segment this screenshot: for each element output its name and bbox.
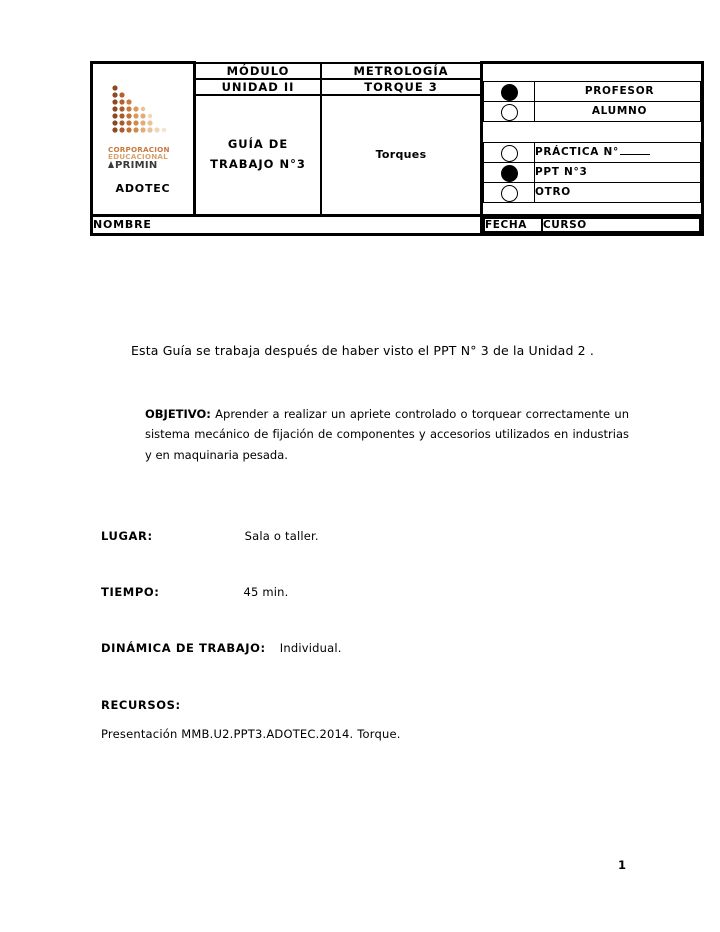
- intro-paragraph: Esta Guía se trabaja después de haber visto el PPT N° 3 de la Unidad 2 .: [131, 343, 595, 358]
- radio-empty-icon[interactable]: [501, 145, 518, 162]
- activity-option-row[interactable]: [484, 142, 701, 162]
- audience-label-profesor: PROFESOR: [535, 81, 701, 101]
- unidad-value-cell: TORQUE 3: [321, 79, 482, 95]
- dinamica-value: Individual.: [279, 641, 342, 655]
- svg-text:PRIMIN: PRIMIN: [115, 159, 158, 170]
- selection-column: [482, 63, 703, 216]
- radio-empty-icon[interactable]: [501, 185, 518, 202]
- header-row-identity: [92, 215, 703, 234]
- activity-label-ppt: PPT N°3: [535, 162, 701, 182]
- tiempo-label: TIEMPO:: [101, 585, 160, 599]
- tiempo-row: [101, 585, 288, 599]
- radio-filled-icon[interactable]: [501, 165, 518, 182]
- activity-label-otro: OTRO: [535, 182, 701, 202]
- audience-radio-alumno-cell[interactable]: [484, 101, 535, 121]
- recursos-label: RECURSOS:: [101, 698, 181, 712]
- audience-label-alumno: ALUMNO: [535, 101, 701, 121]
- logo-cell: [92, 63, 195, 216]
- activity-radio-practica-cell[interactable]: [484, 142, 535, 162]
- objetivo-key: OBJETIVO:: [145, 407, 211, 421]
- dinamica-label: DINÁMICA DE TRABAJO:: [101, 641, 266, 655]
- guia-label-line1: GUÍA DE: [227, 136, 289, 151]
- fecha-curso-table: [483, 217, 701, 233]
- lugar-row: [101, 529, 319, 543]
- audience-option-group: [483, 81, 701, 122]
- fecha-curso-cell: [482, 215, 703, 234]
- aprimin-wordmark-icon: [106, 144, 180, 170]
- activity-label-practica-text: PRÁCTICA N°: [535, 146, 619, 159]
- activity-radio-ppt-cell[interactable]: [484, 162, 535, 182]
- radio-filled-icon[interactable]: [501, 84, 518, 101]
- audience-radio-profesor-cell[interactable]: [484, 81, 535, 101]
- activity-option-group: [483, 142, 701, 203]
- activity-radio-otro-cell[interactable]: [484, 182, 535, 202]
- lugar-value: Sala o taller.: [244, 529, 319, 543]
- audience-option-row[interactable]: [484, 101, 701, 121]
- svg-text:CORPORACION: CORPORACION: [108, 144, 170, 154]
- dinamica-row: [101, 641, 342, 655]
- guia-label-cell: [195, 95, 322, 216]
- lugar-label: LUGAR:: [101, 529, 153, 543]
- modulo-value-cell: METROLOGÍA: [321, 63, 482, 79]
- activity-label-practica: [535, 142, 701, 162]
- logo-wrap: [93, 83, 193, 195]
- fecha-curso-row: [484, 218, 700, 232]
- unidad-label-cell: UNIDAD II: [195, 79, 322, 95]
- recursos-value-row: [101, 727, 401, 741]
- fecha-label-cell[interactable]: FECHA: [484, 218, 542, 232]
- activity-option-row[interactable]: [484, 182, 701, 202]
- audience-option-row[interactable]: [484, 81, 701, 101]
- activity-option-row[interactable]: [484, 162, 701, 182]
- recursos-row: [101, 698, 181, 712]
- guia-value-cell: Torques: [321, 95, 482, 216]
- practica-number-blank[interactable]: [620, 154, 650, 155]
- adotec-label: ADOTEC: [115, 181, 171, 195]
- svg-text:EDUCACIONAL: EDUCACIONAL: [108, 151, 168, 161]
- objetivo-text: Aprender a realizar un apriete controlado o torquear correctamente un sistema mecánico de fijación de componentes y accesorios utilizados en industrias y en maquinaria pesada.: [145, 407, 629, 462]
- page-number: 1: [618, 858, 627, 872]
- tiempo-value: 45 min.: [243, 585, 289, 599]
- guia-label-line2: TRABAJO N°3: [210, 156, 306, 171]
- recursos-value: Presentación MMB.U2.PPT3.ADOTEC.2014. Torque.: [101, 727, 401, 741]
- modulo-label-cell: MÓDULO: [195, 63, 322, 79]
- radio-empty-icon[interactable]: [501, 104, 518, 121]
- document-header-table: [90, 61, 704, 236]
- nombre-field-cell[interactable]: NOMBRE: [92, 215, 482, 234]
- objetivo-paragraph: [145, 404, 629, 465]
- header-row-modulo: [92, 63, 703, 79]
- curso-label-cell[interactable]: CURSO: [542, 218, 700, 232]
- aprimin-logo-icon: [107, 83, 179, 143]
